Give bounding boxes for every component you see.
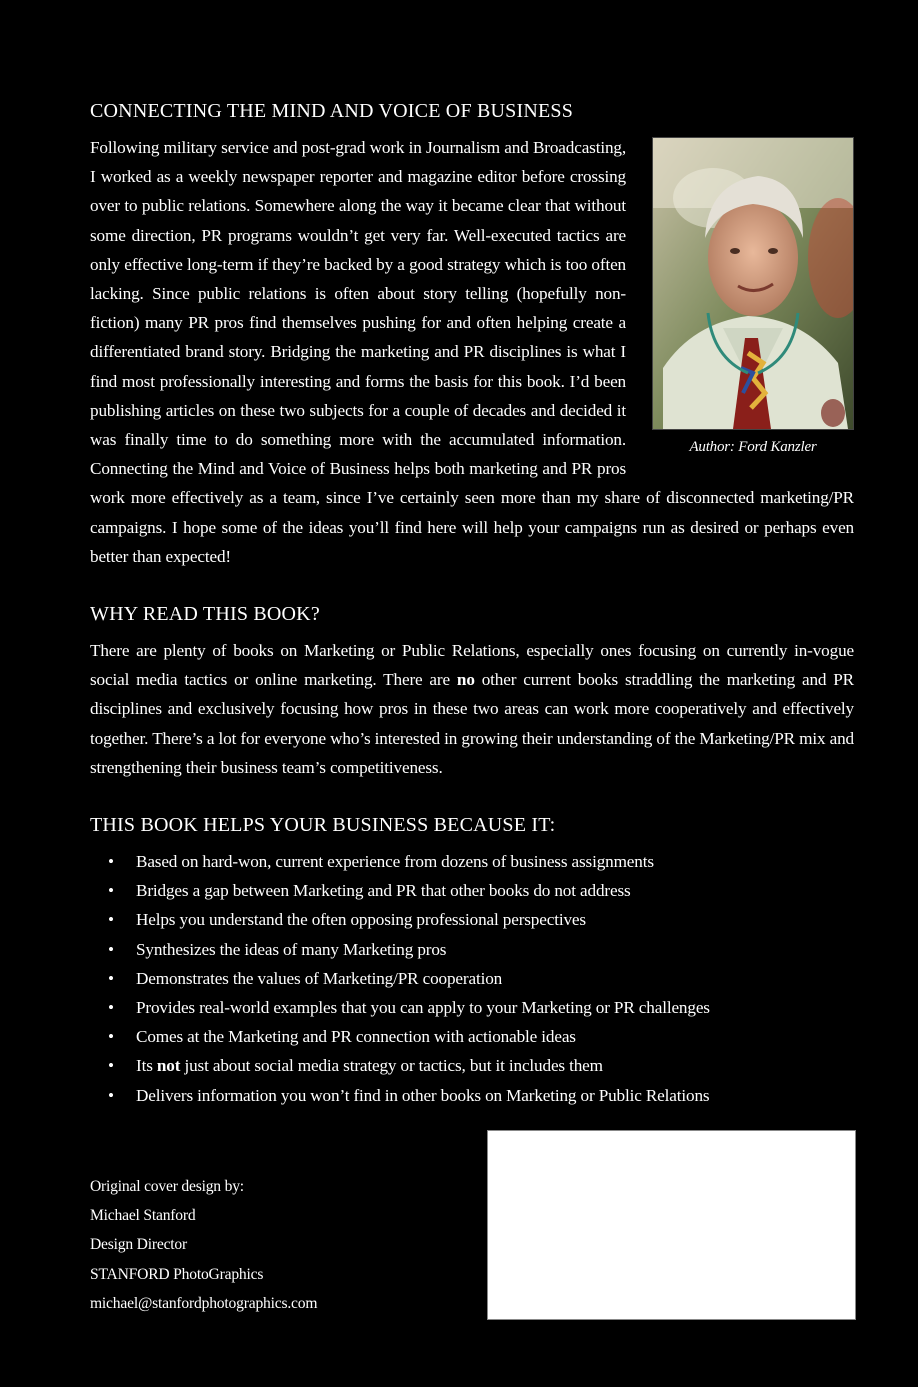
list-item: • Comes at the Marketing and PR connection with actionable ideas — [90, 1022, 854, 1051]
author-photo-block — [652, 137, 854, 456]
credits-line: Original cover design by: — [90, 1178, 244, 1195]
list-item: • Delivers information you won’t find in other books on Marketing or Public Relations — [90, 1081, 854, 1110]
credits-company: STANFORD PhotoGraphics — [90, 1265, 264, 1283]
credits-email: michael@stanfordphotographics.com — [90, 1294, 318, 1312]
bullet-text-part2: just about social media strategy or tactics, but it includes them — [180, 1056, 603, 1076]
section-why-read — [90, 601, 854, 782]
why-read-text-part1: There are plenty of books on Marketing or Public Relations, especially ones focusing on currently in-vogue social media tactics or online marketing. There are — [90, 641, 854, 690]
bullet-text-part1: Its — [136, 1056, 157, 1076]
section-heading-why-read: WHY READ THIS BOOK? — [90, 603, 320, 626]
list-item: • Synthesizes the ideas of many Marketing pros — [90, 935, 854, 964]
benefits-list — [90, 847, 854, 1110]
photo-caption: Author: Ford Kanzler — [689, 439, 817, 455]
list-item: • Provides real-world examples that you can apply to your Marketing or PR challenges — [90, 993, 854, 1022]
bullet-emphasis: not — [156, 1056, 181, 1076]
cover-design-credits — [90, 1172, 317, 1318]
list-item: • Helps you understand the often opposing professional perspectives — [90, 905, 854, 934]
list-item: • Demonstrates the values of Marketing/PR cooperation — [90, 964, 854, 993]
why-read-text-part2: other current books straddling the marketing and PR disciplines and exclusively focusing how pros in these two areas can work more cooperatively and effectively together. There’s a lot for everyone who’s interested in growing their understanding of the Marketing/PR mix and strengthening their business team’s competitiveness. — [90, 670, 854, 777]
section-heading-helps-business: THIS BOOK HELPS YOUR BUSINESS BECAUSE IT: — [90, 814, 556, 837]
credits-designer-title: Design Director — [90, 1236, 188, 1254]
back-cover — [90, 98, 854, 1110]
section-heading-connecting: CONNECTING THE MIND AND VOICE OF BUSINESS — [90, 100, 574, 122]
list-item — [90, 1051, 854, 1080]
list-item: • Based on hard-won, current experience from dozens of business assignments — [90, 847, 854, 876]
list-item: • Bridges a gap between Marketing and PR that other books do not address — [90, 876, 854, 905]
barcode-placeholder — [487, 1130, 856, 1320]
section-helps-business — [90, 812, 854, 1110]
author-photo — [652, 137, 854, 430]
section-connecting — [90, 98, 854, 571]
credits-designer-name: Michael Stanford — [90, 1207, 196, 1225]
section-body-why-read — [90, 636, 854, 782]
section-body-connecting: Following military service and post-grad work in Journalism and Broadcasting, I worked as a weekly newspaper reporter and magazine editor before crossing over to public relations. Somewhere along the way it became clear that without some direction, PR programs wouldn’t get very far. Well-executed tactics are only effective long-term if they’re backed by a good strategy which is too often lacking. Since public relations is often about story telling (hopefully non-fiction) many PR pros find themselves pushing for and often helping create a differentiated brand story. Bridging the marketing and PR disciplines is what I find most professionally interesting and forms the basis for this book. I’d been publishing articles on these two subjects for a couple of decades and decided it was finally time to do something more with the accumulated information. Connecting the Mind and Voice of Business helps both marketing and PR pros work more effectively as a team, since I’ve certainly seen more than my share of disconnected marketing/PR campaigns. I hope some of the ideas you’ll find here will help your campaigns run as desired or perhaps even better than expected! — [90, 138, 854, 566]
why-read-emphasis: no — [456, 670, 475, 690]
